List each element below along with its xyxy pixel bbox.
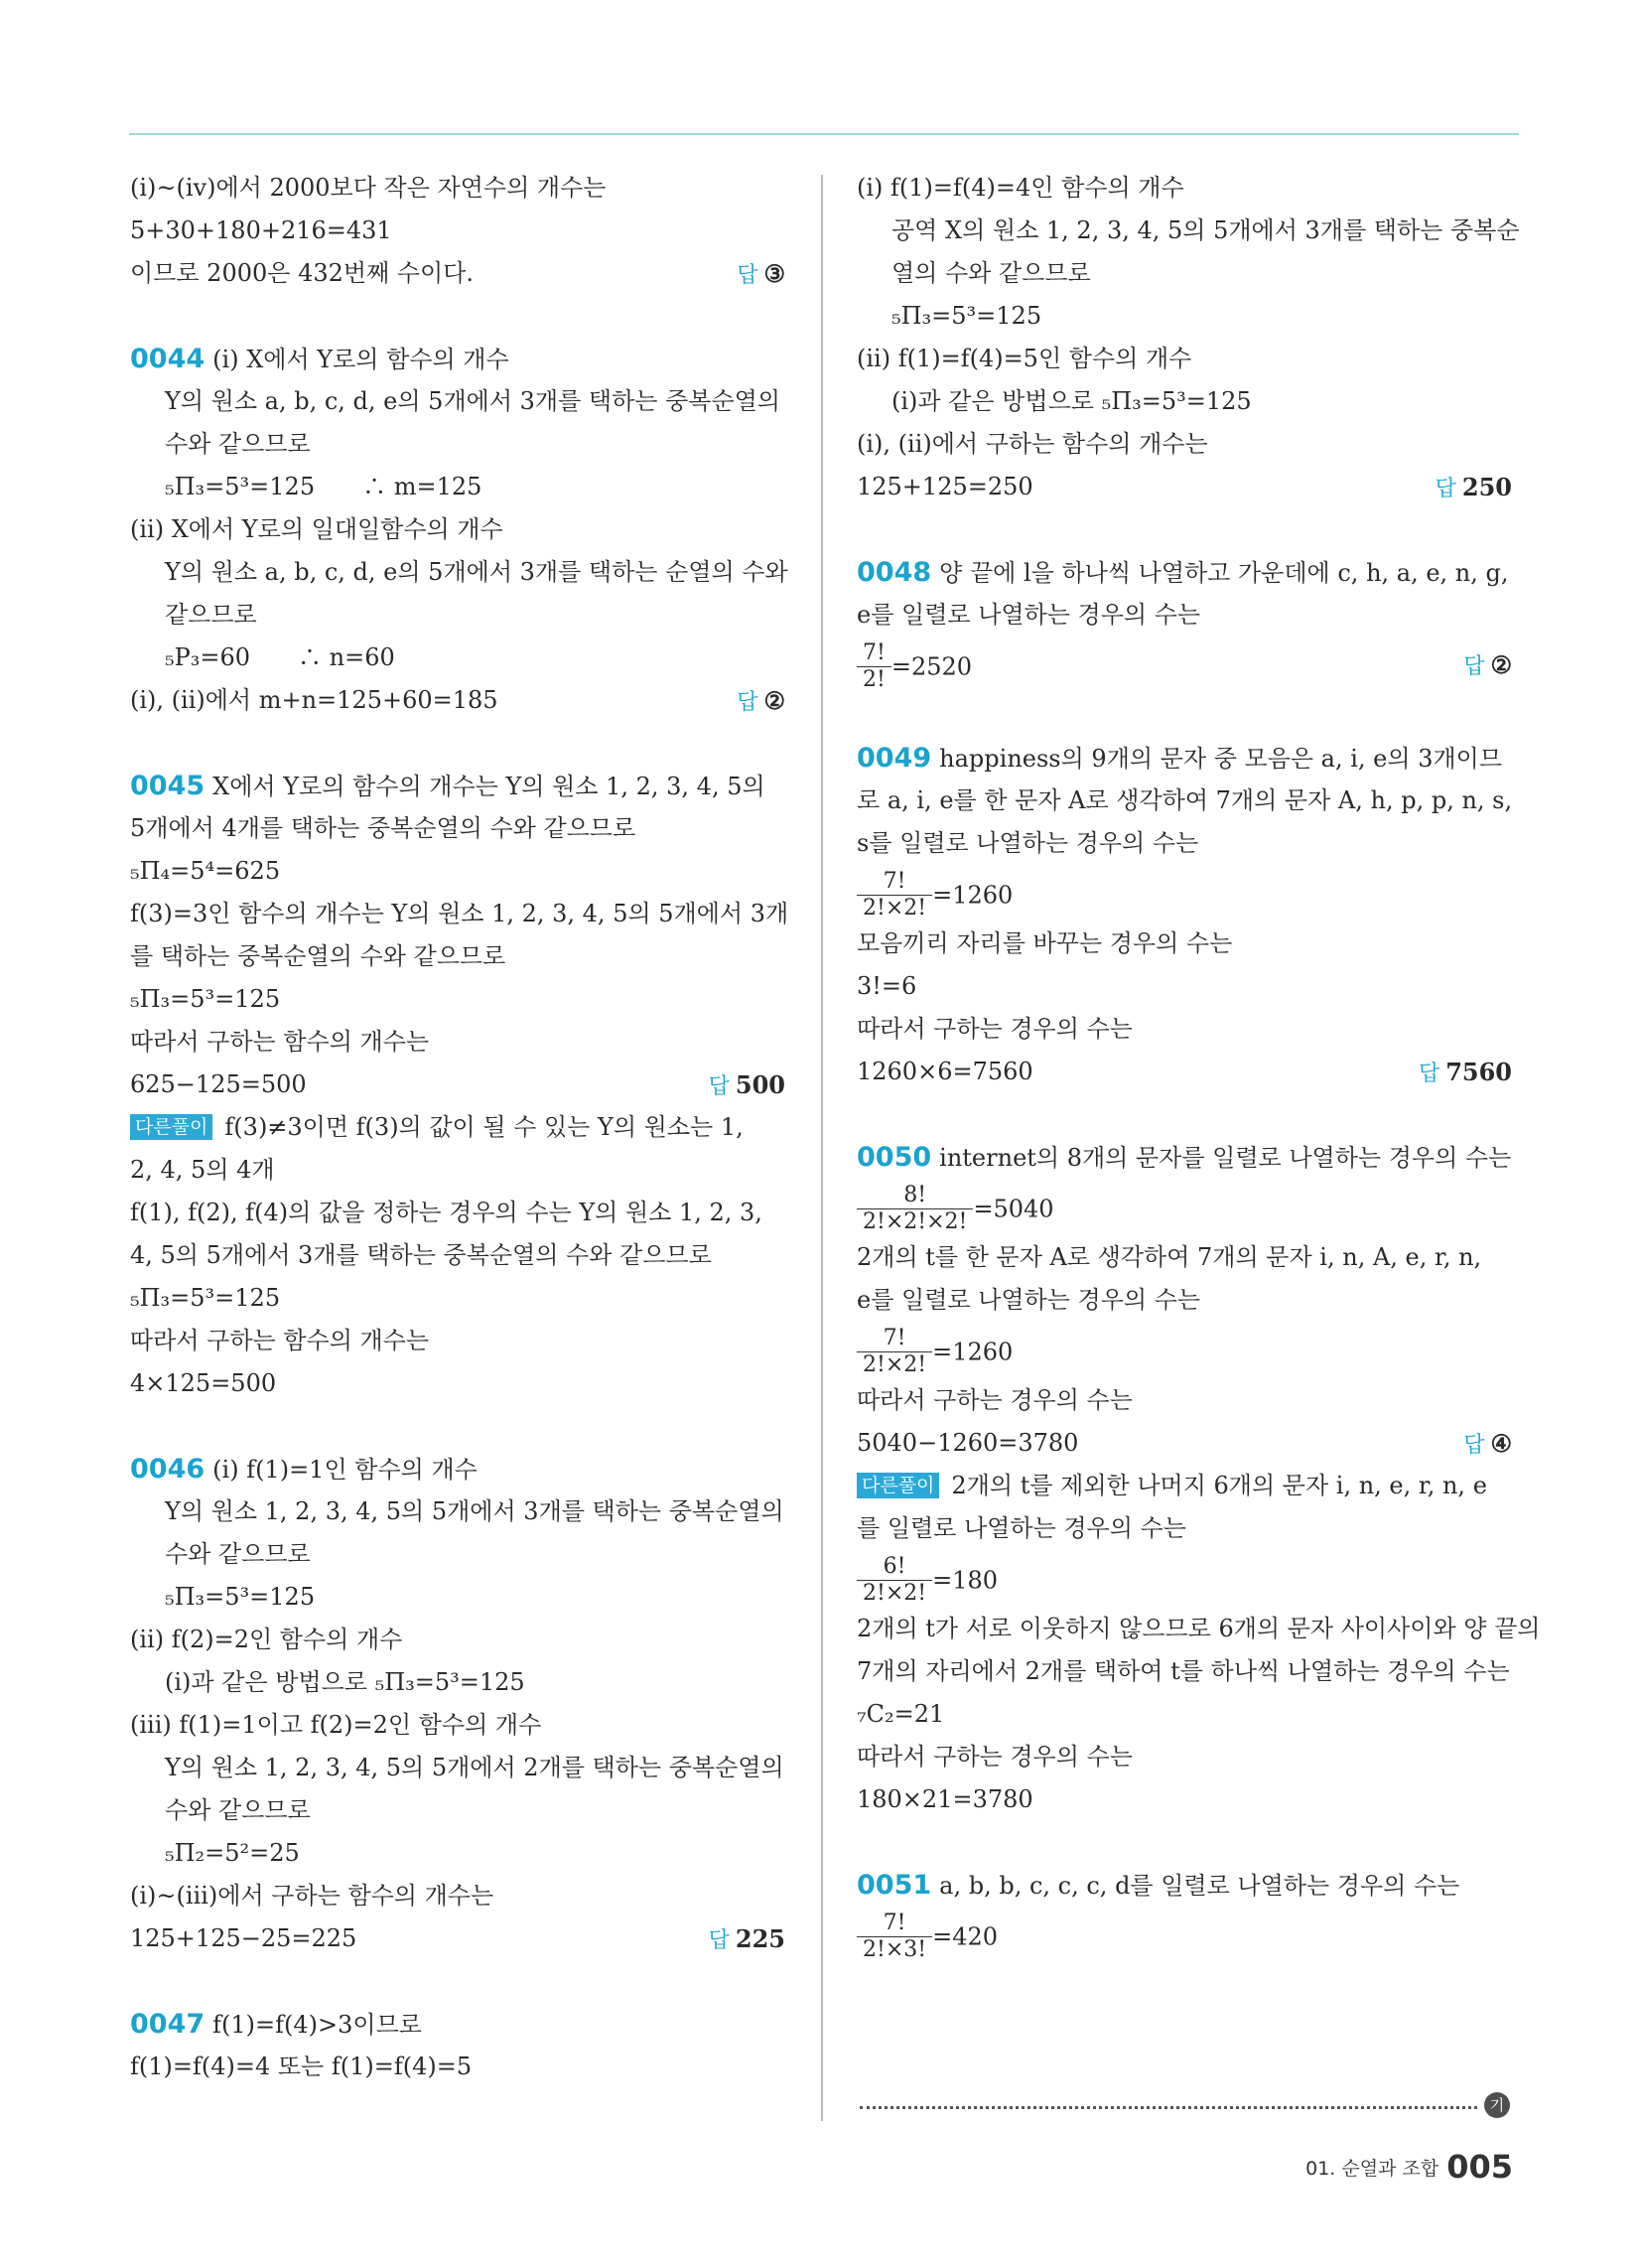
text: (ⅰ) f(1)=1인 함수의 개수 [212, 1456, 478, 1484]
text-line: 를 택하는 중복순열의 수와 같으므로 [130, 942, 506, 970]
solution-0049 [857, 737, 1512, 1093]
fraction [857, 1184, 973, 1234]
text-line: s를 일렬로 나열하는 경우의 수는 [857, 829, 1199, 857]
text-line: (ⅰ)~(ⅳ)에서 2000보다 작은 자연수의 개수는 [130, 174, 607, 202]
text-line: 7개의 자리에서 2개를 택하여 t를 하나씩 나열하는 경우의 수는 [857, 1657, 1510, 1685]
section-badge-icon: 기 [1484, 2092, 1510, 2118]
text-line: Y의 원소 a, b, c, d, e의 5개에서 3개를 택하는 순열의 수와 [165, 558, 788, 586]
text-line: ₅Π₃=5³=125 [130, 985, 281, 1013]
problem-number: 0048 [857, 557, 932, 588]
text: 양 끝에 l을 하나씩 나열하고 가운데에 c, h, a, e, n, g, [939, 559, 1509, 587]
text-line: 수와 같으므로 [165, 1796, 311, 1824]
denominator: 2!×3! [863, 1937, 927, 1962]
text-line: (ⅱ) X에서 Y로의 일대일함수의 개수 [130, 515, 503, 543]
text-line [857, 551, 1512, 594]
text-line: 2개의 t가 서로 이웃하지 않으므로 6개의 문자 사이사이와 양 끝의 [857, 1615, 1541, 1642]
text: internet의 8개의 문자를 일렬로 나열하는 경우의 수는 [939, 1144, 1512, 1172]
text-line [130, 1106, 785, 1149]
text-line: (ⅲ) f(1)=1이고 f(2)=2인 함수의 개수 [130, 1711, 542, 1739]
text: (ⅰ), (ⅱ)에서 m+n=125+60=185 [130, 686, 498, 714]
problem-number: 0047 [130, 2009, 205, 2040]
text-line: 180×21=3780 [857, 1785, 1033, 1813]
solution-0044 [130, 338, 788, 722]
text-line: 3!=6 [857, 972, 917, 1000]
fraction-line [857, 1322, 1512, 1379]
text-line: 공역 X의 원소 1, 2, 3, 4, 5의 5개에서 3개를 택하는 중복순 [891, 216, 1520, 244]
column-divider [821, 175, 823, 2121]
answer-value: ② [1490, 650, 1512, 679]
problem-number: 0049 [857, 743, 932, 774]
text: 125+125−25=225 [130, 1924, 357, 1952]
text-line: e를 일렬로 나열하는 경우의 수는 [857, 1286, 1201, 1314]
text-line: Y의 원소 a, b, c, d, e의 5개에서 3개를 택하는 중복순열의 [165, 387, 780, 415]
problem-number: 0050 [857, 1142, 932, 1173]
text-line [130, 1063, 785, 1106]
text-line [130, 765, 785, 807]
answer-value: 500 [735, 1070, 785, 1099]
solution-0047 [130, 2003, 785, 2088]
answer-label: 답 [1463, 654, 1485, 679]
answer-value: 225 [735, 1924, 785, 1953]
problem-number: 0045 [130, 771, 205, 801]
text-line [130, 338, 785, 380]
alt-solution-badge: 다른풀이 [130, 1114, 212, 1140]
answer-value: 250 [1461, 473, 1512, 501]
fraction-result: =180 [932, 1566, 999, 1595]
text-line: 를 일렬로 나열하는 경우의 수는 [857, 1514, 1186, 1542]
text-line [857, 1136, 1512, 1179]
problem-number: 0051 [857, 1870, 932, 1901]
text-line [130, 679, 785, 722]
left-column [130, 167, 789, 2088]
text: 625−125=500 [130, 1070, 307, 1098]
text: a, b, b, c, c, c, d를 일렬로 나열하는 경우의 수는 [939, 1872, 1460, 1900]
text: 125+125=250 [857, 473, 1033, 500]
text-line: 따라서 구하는 함수의 개수는 [130, 1028, 430, 1056]
solution-0047-continued [857, 167, 1520, 508]
text: 1260×6=7560 [857, 1058, 1033, 1085]
numerator: 7! [857, 1912, 932, 1937]
fraction [857, 870, 932, 921]
text: X에서 Y로의 함수의 개수는 Y의 원소 1, 2, 3, 4, 5의 [212, 773, 765, 800]
answer-value: ③ [763, 259, 785, 288]
answer [1436, 466, 1512, 510]
text: 5040−1260=3780 [857, 1429, 1079, 1457]
answer [1463, 1422, 1512, 1467]
text-line: ₅Π₃=5³=125 ∴ m=125 [165, 473, 482, 500]
text-line: 따라서 구하는 경우의 수는 [857, 1743, 1133, 1771]
text-line: ₅Π₃=5³=125 [130, 1284, 281, 1312]
answer-label: 답 [737, 690, 758, 715]
text-line [857, 1864, 1512, 1907]
text-line: 4, 5의 5개에서 3개를 택하는 중복순열의 수와 같으므로 [130, 1241, 712, 1269]
page-number: 005 [1446, 2148, 1513, 2186]
text-line: ₅P₃=60 ∴ n=60 [165, 643, 395, 671]
text: 2개의 t를 제외한 나머지 6개의 문자 i, n, e, r, n, e [951, 1472, 1487, 1499]
solution-0051 [857, 1864, 1512, 1964]
text-line: 5+30+180+216=431 [130, 216, 392, 244]
text-line [130, 252, 785, 295]
text-line: ₅Π₃=5³=125 [891, 302, 1042, 330]
text-line: 모음끼리 자리를 바꾸는 경우의 수는 [857, 929, 1233, 957]
answer-value: ② [763, 686, 785, 715]
text-line: f(1), f(2), f(4)의 값을 정하는 경우의 수는 Y의 원소 1, 2, 3, [130, 1199, 762, 1226]
answer-label: 답 [1435, 477, 1456, 501]
answer-value: 7560 [1445, 1058, 1512, 1086]
text-line: 2, 4, 5의 4개 [130, 1156, 275, 1184]
text-line: ₅Π₂=5²=25 [165, 1839, 300, 1867]
text-line: f(3)=3인 함수의 개수는 Y의 원소 1, 2, 3, 4, 5의 5개에서 3개 [130, 900, 789, 927]
page-footer [1305, 2148, 1513, 2186]
answer-label: 답 [708, 1074, 730, 1099]
text-line: 따라서 구하는 경우의 수는 [857, 1015, 1133, 1043]
text-line: e를 일렬로 나열하는 경우의 수는 [857, 601, 1201, 629]
text: 이므로 2000은 432번째 수이다. [130, 259, 475, 287]
solution-0050 [857, 1136, 1541, 1821]
text-line [130, 2003, 785, 2046]
text-line: (ⅰ) f(1)=f(4)=4인 함수의 개수 [857, 174, 1184, 202]
fraction [857, 1555, 932, 1606]
answer-label: 답 [1463, 1433, 1485, 1458]
text-line: (ⅱ) f(1)=f(4)=5인 함수의 개수 [857, 345, 1192, 372]
fraction-result: =2520 [890, 652, 973, 681]
numerator: 7! [857, 641, 891, 667]
text-line: ₇C₂=21 [857, 1700, 945, 1728]
fraction-result: =5040 [973, 1195, 1054, 1223]
text-line [130, 1448, 785, 1490]
denominator: 2!×2!×2! [863, 1209, 968, 1234]
text-line: (ⅰ)~(ⅲ)에서 구하는 함수의 개수는 [130, 1882, 494, 1910]
text-line: f(1)=f(4)=4 또는 f(1)=f(4)=5 [130, 2053, 473, 2080]
text-line: ₅Π₃=5³=125 [165, 1583, 316, 1611]
text-line: 수와 같으므로 [165, 430, 311, 458]
text-line: 5개에서 4개를 택하는 중복순열의 수와 같으므로 [130, 814, 636, 842]
answer-label: 답 [1418, 1062, 1440, 1086]
fraction-line [857, 1550, 1512, 1608]
denominator: 2! [863, 667, 886, 692]
fraction-line [857, 637, 1512, 694]
text-line: (ⅰ)과 같은 방법으로 ₅Π₃=5³=125 [891, 387, 1252, 415]
problem-number: 0046 [130, 1454, 205, 1485]
text-line: 2개의 t를 한 문자 A로 생각하여 7개의 문자 i, n, A, e, r, n, [857, 1243, 1482, 1271]
fraction-line [857, 865, 1512, 922]
text-line: ₅Π₄=5⁴=625 [130, 857, 281, 885]
text-line [857, 466, 1512, 508]
solution-0046 [130, 1448, 785, 1960]
text: (ⅰ) X에서 Y로의 함수의 개수 [212, 346, 509, 373]
text-line [857, 1422, 1512, 1465]
fraction-result: =420 [932, 1922, 999, 1951]
fraction-line [857, 1907, 1512, 1964]
fraction-line [857, 1179, 1512, 1236]
fraction [857, 641, 891, 692]
text-line [857, 737, 1512, 780]
problem-number: 0044 [130, 344, 205, 374]
text-line: (ⅰ), (ⅱ)에서 구하는 함수의 개수는 [857, 430, 1208, 458]
chapter-title: 01. 순열과 조합 [1305, 2158, 1439, 2180]
fraction-result: =1260 [932, 881, 1014, 910]
numerator: 7! [857, 1327, 932, 1352]
answer-value: ④ [1490, 1429, 1512, 1458]
text-line: Y의 원소 1, 2, 3, 4, 5의 5개에서 2개를 택하는 중복순열의 [165, 1754, 784, 1781]
answer-label: 답 [708, 1928, 730, 1953]
header-rule [129, 133, 1519, 135]
solution-0043-continued [130, 167, 785, 295]
text: f(1)=f(4)>3이므로 [212, 2011, 422, 2039]
solution-0048 [857, 551, 1512, 694]
right-column [857, 167, 1541, 1964]
answer [1463, 637, 1512, 696]
denominator: 2!×2! [863, 896, 927, 921]
text-line [857, 1465, 1512, 1507]
text-line: 따라서 구하는 함수의 개수는 [130, 1327, 430, 1354]
text-line [857, 1051, 1512, 1093]
text-line: 로 a, i, e를 한 문자 A로 생각하여 7개의 문자 A, h, p, p, n, s, [857, 786, 1513, 814]
numerator: 6! [857, 1555, 932, 1581]
text-line [130, 1917, 785, 1960]
answer [709, 1063, 785, 1108]
numerator: 8! [857, 1184, 973, 1209]
text-line: 4×125=500 [130, 1369, 277, 1397]
fraction-result: =1260 [932, 1338, 1014, 1366]
text-line: 열의 수와 같으므로 [891, 259, 1091, 287]
text-line: 수와 같으므로 [165, 1540, 311, 1568]
text-line: (ⅱ) f(2)=2인 함수의 개수 [130, 1626, 403, 1653]
answer [1419, 1051, 1512, 1095]
answer [709, 1917, 785, 1962]
fraction [857, 1327, 932, 1377]
text: f(3)≠3이면 f(3)의 값이 될 수 있는 Y의 원소는 1, [224, 1113, 744, 1141]
text-line: (ⅰ)과 같은 방법으로 ₅Π₃=5³=125 [165, 1668, 525, 1696]
fraction [857, 1912, 932, 1962]
solution-0045 [130, 765, 789, 1405]
text-line: Y의 원소 1, 2, 3, 4, 5의 5개에서 3개를 택하는 중복순열의 [165, 1497, 784, 1525]
text: happiness의 9개의 문자 중 모음은 a, i, e의 3개이므 [939, 745, 1503, 773]
footer-dotted-rule [860, 2106, 1477, 2109]
denominator: 2!×2! [863, 1581, 927, 1606]
answer-label: 답 [737, 263, 758, 288]
answer [737, 252, 785, 297]
denominator: 2!×2! [863, 1352, 927, 1377]
text-line: 따라서 구하는 경우의 수는 [857, 1386, 1133, 1414]
answer [737, 679, 785, 724]
alt-solution-badge: 다른풀이 [857, 1473, 939, 1498]
numerator: 7! [857, 870, 932, 896]
text-line: 같으므로 [165, 601, 257, 629]
